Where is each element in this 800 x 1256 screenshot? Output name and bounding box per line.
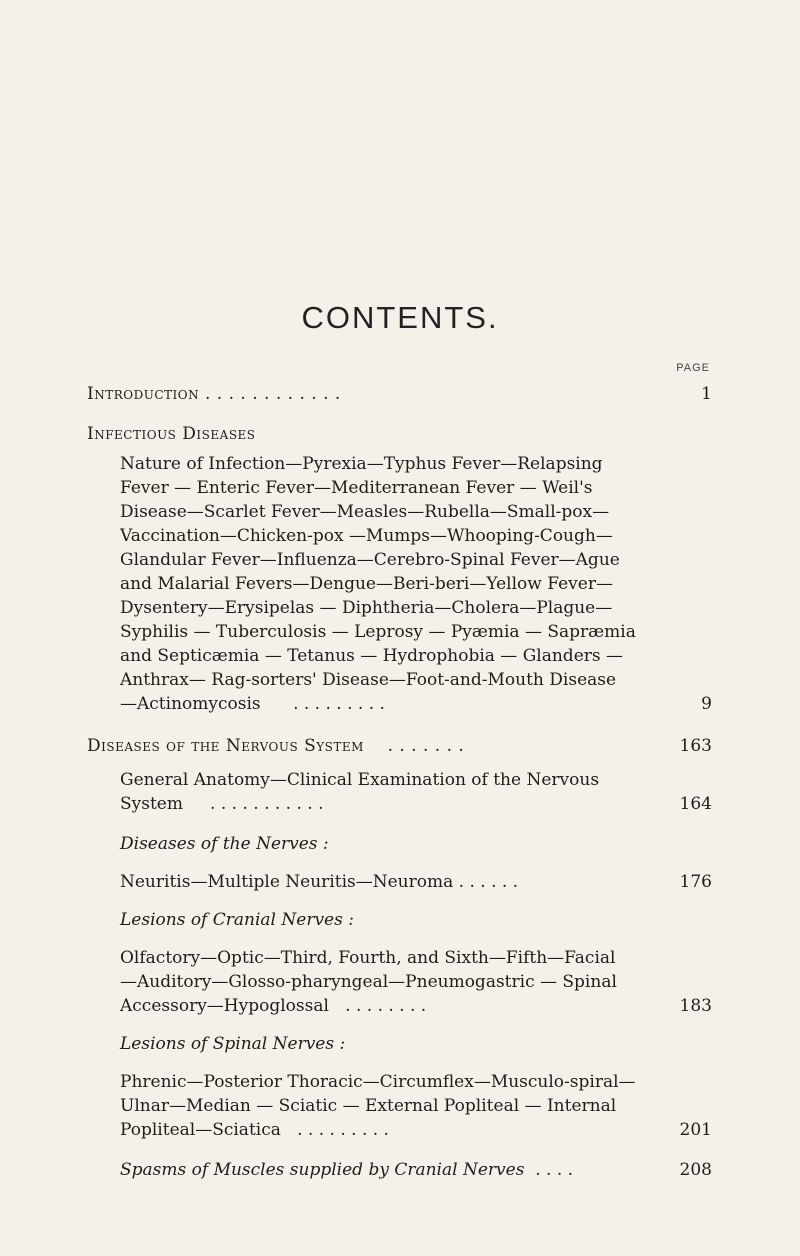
entry-line: Fever — Enteric Fever—Mediterranean Fever — Weil's [120, 478, 593, 498]
leader-dots: . . . . . . [458, 872, 519, 892]
leader-dots: . . . . . . . . . [297, 1120, 389, 1140]
entry-label: Neuritis—Multiple Neuritis—Neuroma [120, 872, 454, 892]
entry-line-text: Popliteal—Sciatica [120, 1120, 281, 1140]
subheading-cranial-nerves: Lesions of Cranial Nerves : [120, 910, 354, 930]
entry-line: Ulnar—Median — Sciatic — External Popliteal — Internal [120, 1096, 617, 1116]
entry-line: and Septicæmia — Tetanus — Hydrophobia — Glanders — [120, 646, 624, 666]
page-number: 163 [679, 736, 712, 756]
page-number: 176 [679, 872, 712, 892]
entry-line: Olfactory—Optic—Third, Fourth, and Sixth—Fifth—Facial [120, 948, 616, 968]
page-number: 201 [679, 1120, 712, 1140]
entry-line: Dysentery—Erysipelas — Diphtheria—Cholera—Plague— [120, 598, 613, 618]
entry-line: Disease—Scarlet Fever—Measles—Rubella—Small-pox— [120, 502, 610, 522]
entry-line-last [120, 1118, 389, 1142]
toc-entry-introduction[interactable] [87, 382, 341, 406]
leader-dots: . . . . . . . . . [293, 694, 385, 714]
leader-dots: . . . . . . . [387, 736, 465, 756]
entry-line: Syphilis — Tuberculosis — Leprosy — Pyæmia — Sapræmia [120, 622, 636, 642]
section-heading-infectious: Infectious Diseases [87, 424, 256, 444]
page-number: 9 [701, 694, 712, 714]
page-number: 183 [679, 996, 712, 1016]
entry-label: Introduction [87, 384, 200, 404]
leader-dots: . . . . . . . . [345, 996, 427, 1016]
subheading-spinal-nerves: Lesions of Spinal Nerves : [120, 1034, 346, 1054]
leader-dots: . . . . . . . . . . . . [205, 384, 341, 404]
toc-entry-spasms[interactable] [120, 1158, 573, 1182]
page-number: 164 [679, 794, 712, 814]
page-number: 1 [701, 384, 712, 404]
entry-label: Spasms of Muscles supplied by Cranial Nerves [120, 1160, 525, 1180]
entry-line: Nature of Infection—Pyrexia—Typhus Fever—Relapsing [120, 454, 603, 474]
entry-line-last [120, 792, 324, 816]
entry-line-text: System [120, 794, 183, 814]
entry-line: General Anatomy—Clinical Examination of the Nervous [120, 770, 600, 790]
entry-line-last [120, 994, 426, 1018]
entry-line: —Auditory—Glosso-pharyngeal—Pneumogastric — Spinal [120, 972, 617, 992]
leader-dots: . . . . [535, 1160, 574, 1180]
entry-label: Diseases of the Nervous System [87, 736, 364, 756]
toc-entry-neuritis[interactable] [120, 870, 518, 894]
page-column-label: PAGE [676, 362, 710, 374]
page-title: CONTENTS. [301, 300, 499, 335]
entry-line-text: —Actinomycosis [120, 694, 261, 714]
toc-entry-nervous-system[interactable] [87, 734, 464, 758]
entry-line: Vaccination—Chicken-pox —Mumps—Whooping-Cough— [120, 526, 613, 546]
entry-line: Glandular Fever—Influenza—Cerebro-Spinal Fever—Ague [120, 550, 620, 570]
entry-line-last [120, 692, 385, 716]
subheading-diseases-of-nerves: Diseases of the Nerves : [120, 834, 329, 854]
entry-line: and Malarial Fevers—Dengue—Beri-beri—Yellow Fever— [120, 574, 613, 594]
entry-line-text: Accessory—Hypoglossal [120, 996, 329, 1016]
leader-dots: . . . . . . . . . . . [210, 794, 324, 814]
entry-line: Anthrax— Rag-sorters' Disease—Foot-and-Mouth Disease [120, 670, 617, 690]
page-number: 208 [679, 1160, 712, 1180]
entry-line: Phrenic—Posterior Thoracic—Circumflex—Musculo-spiral— [120, 1072, 636, 1092]
